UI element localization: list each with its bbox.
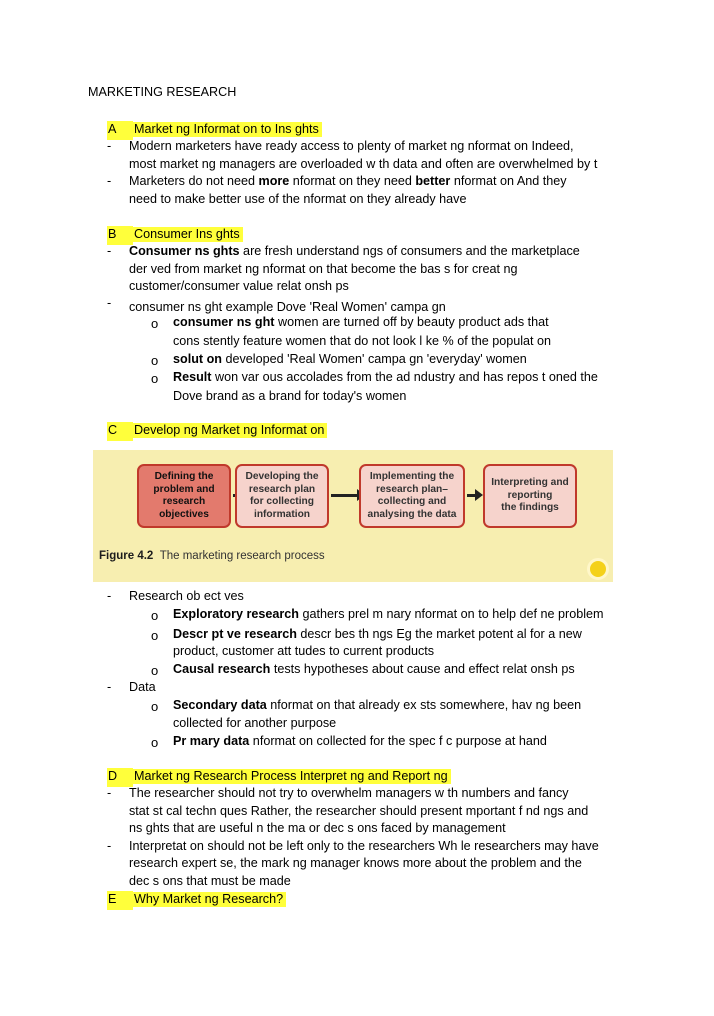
list-item: o consumer ns ght women are turned off by beauty product ads that cons stently feature women that do not look l ke % of the populat on xyxy=(151,315,552,348)
objectives-list xyxy=(107,588,667,606)
list-item: o Exploratory research gathers prel m nary nformat on to help def ne problem xyxy=(151,607,604,623)
list-item: o solut on developed 'Real Women' campa gn 'everyday' women xyxy=(151,352,527,368)
section-d-heading xyxy=(107,768,451,787)
list-item: o Pr mary data nformat on collected for the spec f c purpose at hand xyxy=(151,734,547,750)
list-item: - Marketers do not need more nformat on they need better nformat on And they need to make better use of the nformat on they already have xyxy=(107,174,567,206)
section-letter: A xyxy=(107,121,133,140)
section-letter: D xyxy=(107,768,133,787)
document-title: MARKETING RESEARCH xyxy=(88,85,237,99)
list-item: - Modern marketers have ready access to plenty of market ng nformat on Indeed, most market ng managers are overloaded w th data and often are overwhelmed by t xyxy=(107,139,598,171)
list-item: - consumer ns ght example Dove 'Real Women' campa gn xyxy=(107,295,446,314)
list-item: o Causal research tests hypotheses about cause and effect relat onsh ps xyxy=(151,661,575,678)
section-a-list xyxy=(107,138,667,208)
circle-icon xyxy=(587,558,609,580)
section-b-heading xyxy=(107,226,243,245)
section-title: Develop ng Market ng Informat on xyxy=(133,423,327,438)
section-c-heading xyxy=(107,422,327,441)
figure-step-4: Interpreting and reporting the findings xyxy=(483,464,577,528)
figure-step-3: Implementing the research plan– collecting and analysing the data xyxy=(359,464,465,528)
list-item: o Descr pt ve research descr bes th ngs Eg the market potent al for a new product, customer att tudes to current products xyxy=(151,626,582,658)
section-letter: C xyxy=(107,422,133,441)
figure-step-2: Developing the research plan for collecting information xyxy=(235,464,329,528)
section-letter: E xyxy=(107,891,133,910)
figure-step-1: Defining the problem and research objectives xyxy=(137,464,231,528)
section-b-list xyxy=(107,243,667,316)
section-d-list xyxy=(107,785,667,890)
list-item: - The researcher should not try to overwhelm managers w th numbers and fancy stat st cal techn ques Rather, the researcher should present mportant f nd ngs and ns ghts that are useful n the ma or dec s ons faced by management xyxy=(107,786,589,835)
section-e-heading xyxy=(107,891,286,910)
section-title: Market ng Research Process Interpret ng and Report ng xyxy=(133,769,451,784)
section-title: Consumer Ins ghts xyxy=(133,227,243,242)
section-letter: B xyxy=(107,226,133,245)
list-item: - Interpretat on should not be left only to the researchers Wh le researchers may have research expert se, the mark ng manager knows more about the problem and the dec s ons that must be made xyxy=(107,838,599,888)
list-item: o Secondary data nformat on that already ex sts somewhere, hav ng been collected for another purpose xyxy=(151,698,582,730)
data-list xyxy=(107,679,667,697)
arrow-icon xyxy=(331,494,359,497)
list-item: - Consumer ns ghts are fresh understand ngs of consumers and the marketplace der ved from market ng nformat on that become the bas s for creat ng customer/consumer value relat onsh ps xyxy=(107,244,580,293)
objectives-sublist xyxy=(151,606,651,678)
data-sublist xyxy=(151,697,651,751)
arrow-icon xyxy=(467,494,477,497)
section-a-heading xyxy=(107,121,322,140)
list-item: - Research ob ect ves xyxy=(107,589,244,603)
section-title: Why Market ng Research? xyxy=(133,892,286,907)
process-figure xyxy=(93,450,613,582)
figure-caption: Figure 4.2 The marketing research process xyxy=(99,550,325,562)
section-title: Market ng Informat on to Ins ghts xyxy=(133,122,322,137)
list-item: - Data xyxy=(107,680,156,694)
section-b-sublist xyxy=(151,314,651,406)
list-item: o Result won var ous accolades from the ad ndustry and has repos t oned the Dove brand as a brand for today's women xyxy=(151,369,598,403)
